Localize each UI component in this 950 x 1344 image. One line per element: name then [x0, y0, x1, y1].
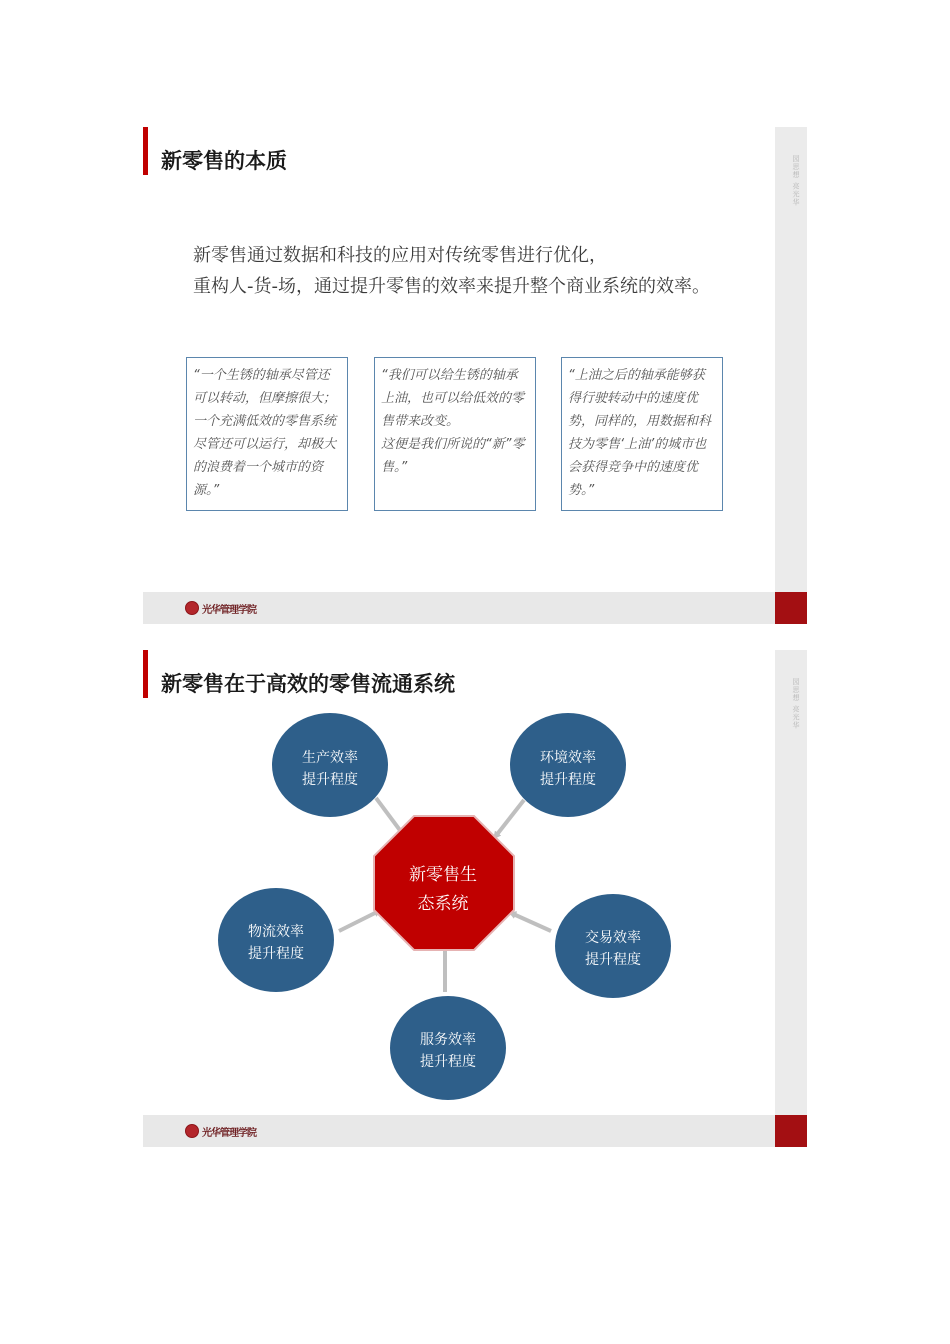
- node-logistics: [218, 888, 334, 992]
- arrow-environment: [495, 800, 524, 837]
- ecosystem-diagram: [143, 650, 775, 1115]
- node-label: 提升程度: [585, 952, 641, 968]
- node-environment: [510, 713, 626, 817]
- side-strip: [775, 650, 807, 1115]
- arrow-logistics: [339, 911, 379, 931]
- intro-paragraph: [193, 240, 710, 302]
- intro-line: 重构人-货-场，通过提升零售的效率来提升整个商业系统的效率。: [193, 276, 710, 297]
- quote-box: [374, 357, 536, 511]
- slide-title: 新零售的本质: [161, 149, 287, 173]
- side-strip: [775, 127, 807, 592]
- quote-text: “一个生锈的轴承尽管还可以转动，但摩擦很大；一个充满低效的零售系统尽管还可以运行，却极大的浪费着一个城市的资源。”: [193, 368, 337, 498]
- slide-ecosystem: [143, 650, 807, 1147]
- node-label: 环境效率: [540, 750, 596, 766]
- node-label: 提升程度: [248, 946, 304, 962]
- title-accent-bar: [143, 127, 148, 175]
- seal-icon: [185, 601, 199, 615]
- node-label: 交易效率: [585, 930, 641, 946]
- logo-text: 光华管理学院: [202, 1127, 256, 1139]
- side-motto: 园思想 亮光华: [792, 678, 800, 730]
- quote-text: “我们可以给生锈的轴承上油，也可以给低效的零售带来改变。: [381, 368, 525, 429]
- node-production: [272, 713, 388, 817]
- node-service: [390, 996, 506, 1100]
- node-label: 生产效率: [302, 750, 358, 766]
- seal-icon: [185, 1124, 199, 1138]
- quote-text: “上油之后的轴承能够获得行驶转动中的速度优势，同样的，用数据和科技为零售‘上油’的城市也会获得竞争中的速度优势。”: [568, 368, 712, 498]
- intro-line: 新零售通过数据和科技的应用对传统零售进行优化，: [193, 245, 607, 266]
- slide-title: 新零售在于高效的零售流通系统: [161, 672, 455, 696]
- arrow-transaction: [511, 913, 551, 931]
- node-label: 服务效率: [420, 1032, 476, 1048]
- footer-accent: [775, 592, 807, 624]
- quote-box: [186, 357, 348, 511]
- node-label: 提升程度: [540, 772, 596, 788]
- footer-bar: [143, 1115, 775, 1147]
- school-logo: [185, 1123, 256, 1139]
- school-logo: [185, 600, 256, 616]
- logo-text: 光华管理学院: [202, 604, 256, 616]
- quote-text: 这便是我们所说的“新”零售。”: [381, 437, 525, 475]
- node-label: 提升程度: [420, 1054, 476, 1070]
- footer-bar: [143, 592, 775, 624]
- center-label: 态系统: [417, 894, 469, 914]
- slide-essence: [143, 127, 807, 624]
- side-motto: 园思想 亮光华: [792, 155, 800, 207]
- node-label: 物流效率: [248, 924, 304, 940]
- center-label: 新零售生: [409, 865, 477, 885]
- node-label: 提升程度: [302, 772, 358, 788]
- node-transaction: [555, 894, 671, 998]
- quote-box: [561, 357, 723, 511]
- footer-accent: [775, 1115, 807, 1147]
